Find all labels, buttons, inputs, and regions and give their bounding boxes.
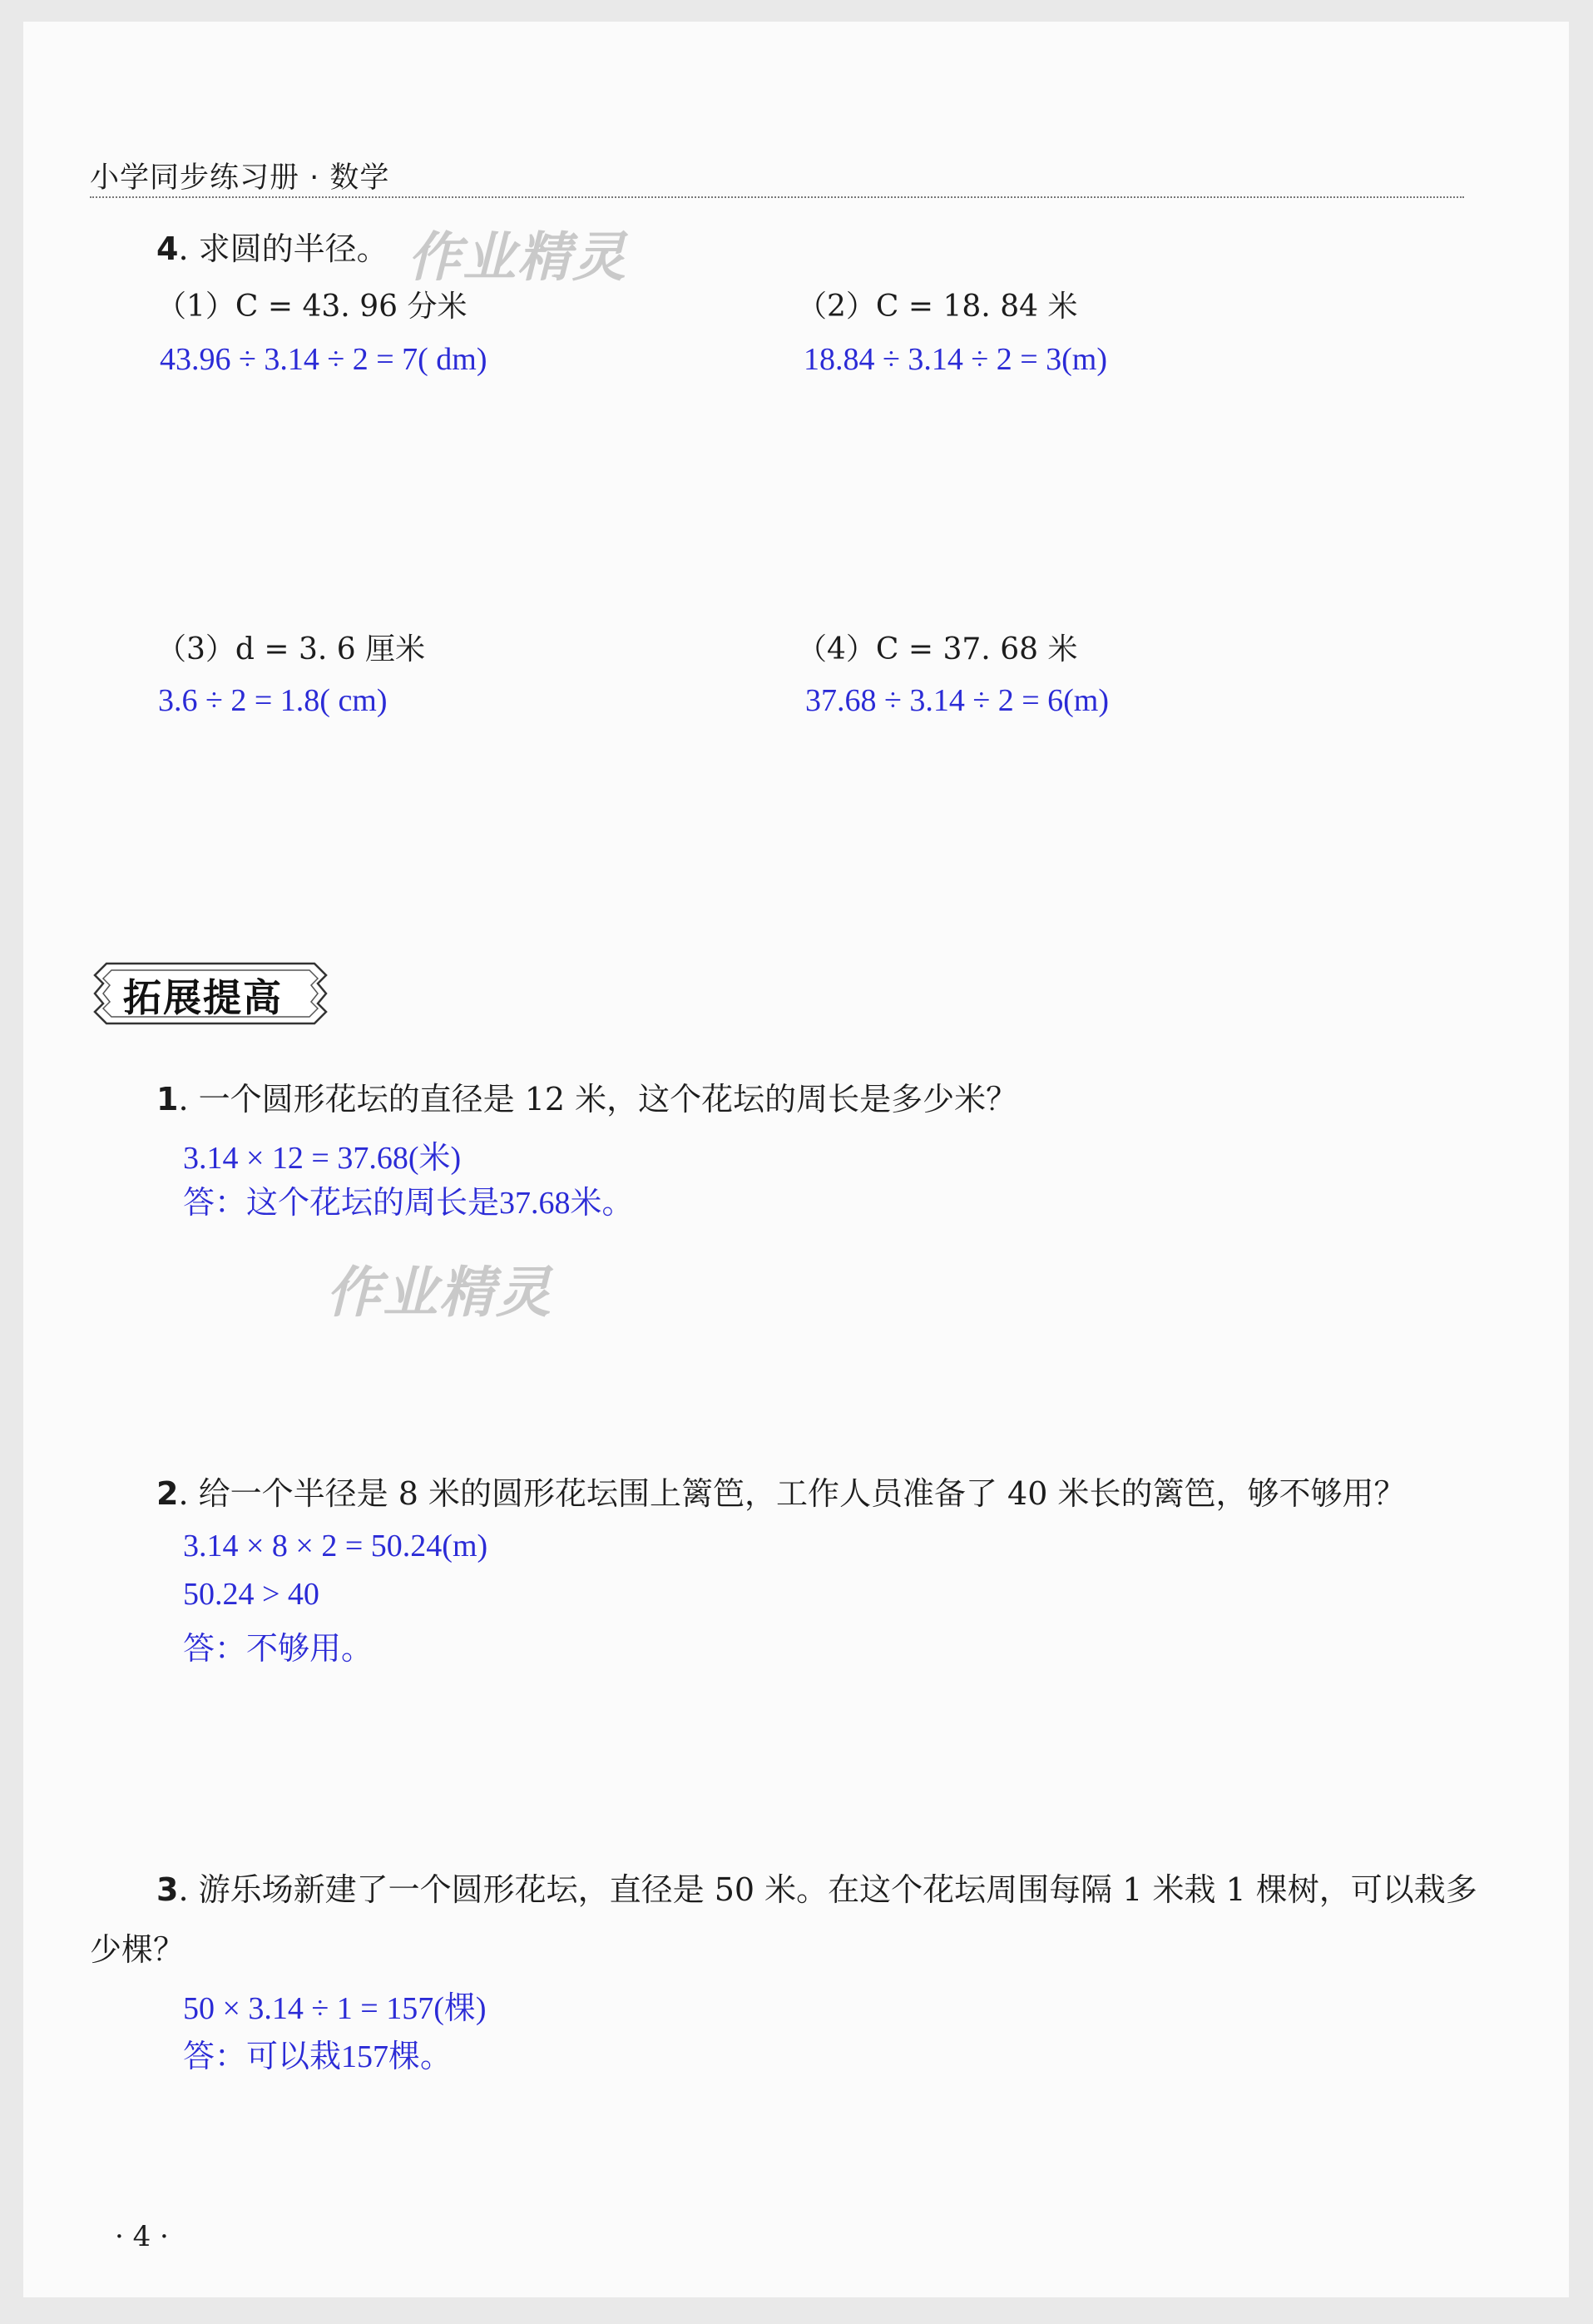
problem-1-answer-line-1: 3.14 × 12 = 37.68(米)	[183, 1141, 462, 1176]
problem-number: 2	[156, 1475, 179, 1512]
header-divider	[90, 196, 1464, 198]
problem-2-answer-line-1: 3.14 × 8 × 2 = 50.24(m)	[183, 1529, 488, 1563]
problem-2	[156, 1468, 1405, 1514]
problem-2-answer-line-2: 50.24 > 40	[183, 1577, 319, 1612]
problem-text-line-1: . 游乐场新建了一个圆形花坛，直径是 50 米。在这个花坛周围每隔 1 米栽 1 棵树，可以栽多	[178, 1871, 1477, 1908]
question-number: 4	[156, 230, 179, 267]
q4-item-4-answer: 37.68 ÷ 3.14 ÷ 2 = 6(m)	[805, 683, 1110, 718]
question-text: . 求圆的半径。	[178, 230, 388, 267]
page-header-title: 小学同步练习册 · 数学	[90, 161, 390, 195]
q4-item-1-answer: 43.96 ÷ 3.14 ÷ 2 = 7( dm)	[160, 342, 487, 377]
q4-item-3-answer: 3.6 ÷ 2 = 1.8( cm)	[158, 683, 388, 718]
watermark: 作业精灵	[408, 227, 627, 289]
q4-item-2-answer: 18.84 ÷ 3.14 ÷ 2 = 3(m)	[804, 342, 1108, 377]
problem-number: 1	[156, 1081, 179, 1117]
problem-3	[156, 1864, 1477, 1910]
q4-item-1-label: （1）C = 43. 96 分米	[156, 290, 468, 324]
section-title: 拓展提高	[123, 975, 283, 1020]
problem-text: . 给一个半径是 8 米的圆形花坛围上篱笆，工作人员准备了 40 米长的篱笆，够不够用？	[178, 1475, 1406, 1512]
problem-1	[156, 1073, 1017, 1119]
problem-2-answer-line-3: 答：不够用。	[183, 1632, 374, 1667]
problem-number: 3	[156, 1871, 179, 1908]
page-number: · 4 ·	[115, 2220, 169, 2253]
q4-item-2-label: （2）C = 18. 84 米	[797, 290, 1078, 324]
watermark: 作业精灵	[326, 1261, 552, 1325]
problem-3-text-line-2: 少棵？	[90, 1931, 186, 1968]
problem-3-answer-line-2: 答：可以栽157棵。	[183, 2039, 453, 2074]
problem-3-answer-line-1: 50 × 3.14 ÷ 1 = 157(棵)	[183, 1991, 487, 2026]
problem-text: . 一个圆形花坛的直径是 12 米，这个花坛的周长是多少米？	[178, 1081, 1018, 1117]
q4-item-3-label: （3）d = 3. 6 厘米	[156, 632, 426, 666]
q4-item-4-label: （4）C = 37. 68 米	[797, 632, 1078, 666]
question-4	[156, 223, 388, 269]
problem-1-answer-line-2: 答：这个花坛的周长是37.68米。	[183, 1186, 634, 1221]
